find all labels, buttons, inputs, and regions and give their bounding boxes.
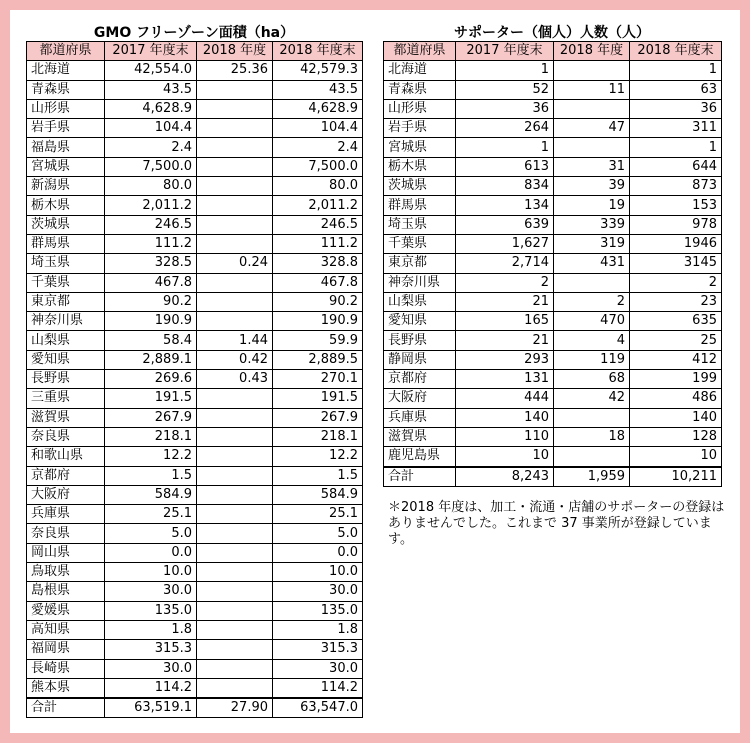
value-cell: 218.1 [105, 427, 197, 446]
prefecture-cell: 東京都 [27, 292, 105, 311]
value-cell [554, 99, 630, 118]
value-cell: 42,579.3 [273, 61, 363, 80]
table-row [27, 408, 363, 427]
value-cell: 104.4 [273, 119, 363, 138]
value-cell: 42 [554, 389, 630, 408]
table-row [384, 99, 722, 118]
column-header: 2017 年度末 [456, 42, 554, 61]
value-cell: 131 [456, 370, 554, 389]
value-cell: 43.5 [105, 80, 197, 99]
table-row [27, 350, 363, 369]
value-cell [554, 138, 630, 157]
prefecture-cell: 滋賀県 [27, 408, 105, 427]
value-cell: 11 [554, 80, 630, 99]
prefecture-cell: 島根県 [27, 582, 105, 601]
value-cell [197, 196, 273, 215]
value-cell: 10 [456, 447, 554, 467]
value-cell [197, 215, 273, 234]
value-cell: 834 [456, 177, 554, 196]
prefecture-cell: 奈良県 [27, 524, 105, 543]
value-cell: 58.4 [105, 331, 197, 350]
value-cell: 444 [456, 389, 554, 408]
value-cell: 4 [554, 331, 630, 350]
table-row [384, 138, 722, 157]
value-cell: 111.2 [105, 234, 197, 253]
value-cell [197, 99, 273, 118]
prefecture-cell: 熊本県 [27, 678, 105, 698]
prefecture-cell: 群馬県 [27, 234, 105, 253]
column-header: 2018 年度末 [273, 42, 363, 61]
value-cell [197, 601, 273, 620]
value-cell: 191.5 [273, 389, 363, 408]
prefecture-cell: 神奈川県 [27, 312, 105, 331]
value-cell: 467.8 [273, 273, 363, 292]
prefecture-cell: 合計 [27, 698, 105, 718]
value-cell: 2,714 [456, 254, 554, 273]
column-header: 2018 年度 [197, 42, 273, 61]
prefecture-cell: 新潟県 [27, 177, 105, 196]
table-row [27, 427, 363, 446]
prefecture-cell: 群馬県 [384, 196, 456, 215]
value-cell [197, 389, 273, 408]
table-row [27, 563, 363, 582]
value-cell [197, 524, 273, 543]
value-cell: 267.9 [105, 408, 197, 427]
table-row [27, 196, 363, 215]
total-row [384, 467, 722, 487]
value-cell: 30.0 [273, 659, 363, 678]
table-row [27, 524, 363, 543]
value-cell: 119 [554, 350, 630, 369]
value-cell: 191.5 [105, 389, 197, 408]
value-cell: 2,011.2 [105, 196, 197, 215]
value-cell: 10,211 [630, 467, 722, 487]
prefecture-cell: 愛媛県 [27, 601, 105, 620]
supporter-count-table [383, 41, 722, 487]
prefecture-cell: 青森県 [27, 80, 105, 99]
prefecture-cell: 岩手県 [384, 119, 456, 138]
right-table-title: サポーター（個人）人数（人） [454, 25, 650, 41]
prefecture-cell: 栃木県 [384, 157, 456, 176]
value-cell: 12.2 [105, 447, 197, 466]
value-cell: 635 [630, 312, 722, 331]
value-cell: 2.4 [273, 138, 363, 157]
value-cell: 293 [456, 350, 554, 369]
value-cell: 1,959 [554, 467, 630, 487]
table-row [27, 370, 363, 389]
prefecture-cell: 福岡県 [27, 640, 105, 659]
prefecture-cell: 大阪府 [27, 485, 105, 504]
value-cell: 1946 [630, 234, 722, 253]
table-row [384, 196, 722, 215]
prefecture-cell: 合計 [384, 467, 456, 487]
value-cell [197, 427, 273, 446]
value-cell: 7,500.0 [105, 157, 197, 176]
value-cell [197, 543, 273, 562]
table-row [384, 331, 722, 350]
value-cell: 104.4 [105, 119, 197, 138]
prefecture-cell: 神奈川県 [384, 273, 456, 292]
value-cell: 3145 [630, 254, 722, 273]
value-cell: 264 [456, 119, 554, 138]
value-cell: 2 [630, 273, 722, 292]
table-row [27, 177, 363, 196]
value-cell: 140 [630, 408, 722, 427]
value-cell: 2,889.1 [105, 350, 197, 369]
value-cell: 42,554.0 [105, 61, 197, 80]
value-cell: 2 [554, 292, 630, 311]
value-cell: 25.36 [197, 61, 273, 80]
prefecture-cell: 鹿児島県 [384, 447, 456, 467]
value-cell: 2,889.5 [273, 350, 363, 369]
total-row [27, 698, 363, 718]
value-cell: 19 [554, 196, 630, 215]
table-row [27, 582, 363, 601]
value-cell: 68 [554, 370, 630, 389]
value-cell: 90.2 [273, 292, 363, 311]
prefecture-cell: 大阪府 [384, 389, 456, 408]
value-cell [197, 563, 273, 582]
prefecture-cell: 奈良県 [27, 427, 105, 446]
value-cell: 165 [456, 312, 554, 331]
value-cell: 199 [630, 370, 722, 389]
value-cell [197, 292, 273, 311]
value-cell: 1.44 [197, 331, 273, 350]
table-row [27, 466, 363, 485]
value-cell: 25.1 [273, 505, 363, 524]
value-cell: 153 [630, 196, 722, 215]
value-cell: 63,547.0 [273, 698, 363, 718]
value-cell: 267.9 [273, 408, 363, 427]
value-cell: 43.5 [273, 80, 363, 99]
value-cell [197, 273, 273, 292]
value-cell: 0.0 [105, 543, 197, 562]
prefecture-cell: 宮城県 [27, 157, 105, 176]
value-cell: 467.8 [105, 273, 197, 292]
value-cell: 1 [630, 61, 722, 80]
table-row [384, 254, 722, 273]
value-cell: 218.1 [273, 427, 363, 446]
table-row [27, 254, 363, 273]
value-cell: 311 [630, 119, 722, 138]
value-cell: 246.5 [273, 215, 363, 234]
value-cell: 584.9 [105, 485, 197, 504]
prefecture-cell: 高知県 [27, 620, 105, 639]
value-cell [197, 177, 273, 196]
table-row [27, 80, 363, 99]
value-cell: 470 [554, 312, 630, 331]
column-header: 2017 年度末 [105, 42, 197, 61]
table-row [27, 138, 363, 157]
value-cell: 315.3 [273, 640, 363, 659]
value-cell: 21 [456, 292, 554, 311]
value-cell: 1,627 [456, 234, 554, 253]
table-row [27, 601, 363, 620]
value-cell: 10 [630, 447, 722, 467]
value-cell: 873 [630, 177, 722, 196]
table-row [384, 215, 722, 234]
table-header-row [27, 42, 363, 61]
value-cell [197, 659, 273, 678]
value-cell: 1.8 [105, 620, 197, 639]
value-cell: 10.0 [105, 563, 197, 582]
table-row [384, 350, 722, 369]
prefecture-cell: 茨城県 [384, 177, 456, 196]
value-cell [197, 620, 273, 639]
value-cell: 21 [456, 331, 554, 350]
value-cell: 134 [456, 196, 554, 215]
table-row [384, 292, 722, 311]
value-cell: 63 [630, 80, 722, 99]
prefecture-cell: 茨城県 [27, 215, 105, 234]
value-cell [554, 447, 630, 467]
table-row [27, 312, 363, 331]
table-row [384, 234, 722, 253]
prefecture-cell: 埼玉県 [384, 215, 456, 234]
value-cell: 246.5 [105, 215, 197, 234]
prefecture-cell: 北海道 [384, 61, 456, 80]
value-cell: 25 [630, 331, 722, 350]
value-cell: 2.4 [105, 138, 197, 157]
value-cell [197, 466, 273, 485]
value-cell: 644 [630, 157, 722, 176]
prefecture-cell: 長野県 [27, 370, 105, 389]
table-row [27, 543, 363, 562]
prefecture-cell: 静岡県 [384, 350, 456, 369]
table-row [27, 61, 363, 80]
prefecture-cell: 山形県 [27, 99, 105, 118]
value-cell: 1 [630, 138, 722, 157]
value-cell: 1.5 [105, 466, 197, 485]
table-row [27, 389, 363, 408]
prefecture-cell: 京都府 [27, 466, 105, 485]
prefecture-cell: 栃木県 [27, 196, 105, 215]
prefecture-cell: 長野県 [384, 331, 456, 350]
column-header: 都道府県 [27, 42, 105, 61]
table-row [384, 119, 722, 138]
prefecture-cell: 千葉県 [27, 273, 105, 292]
value-cell: 30.0 [273, 582, 363, 601]
value-cell: 114.2 [273, 678, 363, 698]
value-cell: 0.24 [197, 254, 273, 273]
prefecture-cell: 北海道 [27, 61, 105, 80]
value-cell [197, 447, 273, 466]
prefecture-cell: 宮城県 [384, 138, 456, 157]
value-cell: 339 [554, 215, 630, 234]
table-row [27, 119, 363, 138]
value-cell: 2,011.2 [273, 196, 363, 215]
value-cell: 270.1 [273, 370, 363, 389]
value-cell: 128 [630, 427, 722, 446]
prefecture-cell: 京都府 [384, 370, 456, 389]
prefecture-cell: 山梨県 [27, 331, 105, 350]
value-cell: 190.9 [105, 312, 197, 331]
value-cell: 328.8 [273, 254, 363, 273]
prefecture-cell: 山梨県 [384, 292, 456, 311]
value-cell [197, 312, 273, 331]
prefecture-cell: 愛知県 [27, 350, 105, 369]
table-row [27, 447, 363, 466]
value-cell: 0.0 [273, 543, 363, 562]
value-cell: 7,500.0 [273, 157, 363, 176]
value-cell: 5.0 [273, 524, 363, 543]
table-row [27, 292, 363, 311]
value-cell: 36 [456, 99, 554, 118]
table-row [27, 99, 363, 118]
value-cell [554, 408, 630, 427]
prefecture-cell: 兵庫県 [27, 505, 105, 524]
table-row [384, 408, 722, 427]
value-cell: 1.8 [273, 620, 363, 639]
prefecture-cell: 青森県 [384, 80, 456, 99]
value-cell [197, 678, 273, 698]
value-cell: 613 [456, 157, 554, 176]
value-cell [197, 80, 273, 99]
prefecture-cell: 和歌山県 [27, 447, 105, 466]
left-table-title: GMO フリーゾーン面積（ha） [93, 25, 295, 41]
value-cell [197, 505, 273, 524]
prefecture-cell: 山形県 [384, 99, 456, 118]
value-cell [197, 640, 273, 659]
table-row [27, 678, 363, 698]
prefecture-cell: 愛知県 [384, 312, 456, 331]
table-row [27, 640, 363, 659]
prefecture-cell: 千葉県 [384, 234, 456, 253]
prefecture-cell: 福島県 [27, 138, 105, 157]
table-row [384, 80, 722, 99]
value-cell: 135.0 [273, 601, 363, 620]
value-cell [197, 582, 273, 601]
table-row [27, 505, 363, 524]
value-cell: 4,628.9 [105, 99, 197, 118]
prefecture-cell: 鳥取県 [27, 563, 105, 582]
value-cell: 59.9 [273, 331, 363, 350]
value-cell: 30.0 [105, 659, 197, 678]
value-cell [197, 157, 273, 176]
value-cell [197, 138, 273, 157]
value-cell: 1.5 [273, 466, 363, 485]
value-cell: 584.9 [273, 485, 363, 504]
value-cell: 315.3 [105, 640, 197, 659]
value-cell: 63,519.1 [105, 698, 197, 718]
value-cell: 47 [554, 119, 630, 138]
column-header: 2018 年度末 [630, 42, 722, 61]
column-header: 2018 年度 [554, 42, 630, 61]
value-cell: 10.0 [273, 563, 363, 582]
table-row [384, 157, 722, 176]
value-cell: 140 [456, 408, 554, 427]
value-cell: 1 [456, 138, 554, 157]
value-cell: 31 [554, 157, 630, 176]
table-header-row [384, 42, 722, 61]
value-cell [197, 485, 273, 504]
table-row [384, 389, 722, 408]
table-row [384, 447, 722, 467]
value-cell: 412 [630, 350, 722, 369]
value-cell: 639 [456, 215, 554, 234]
value-cell: 30.0 [105, 582, 197, 601]
value-cell: 319 [554, 234, 630, 253]
value-cell: 135.0 [105, 601, 197, 620]
prefecture-cell: 長崎県 [27, 659, 105, 678]
value-cell: 90.2 [105, 292, 197, 311]
value-cell: 431 [554, 254, 630, 273]
table-row [27, 273, 363, 292]
table-row [384, 312, 722, 331]
value-cell: 0.43 [197, 370, 273, 389]
prefecture-cell: 岩手県 [27, 119, 105, 138]
value-cell: 1 [456, 61, 554, 80]
value-cell: 80.0 [105, 177, 197, 196]
value-cell: 52 [456, 80, 554, 99]
value-cell [554, 273, 630, 292]
table-row [27, 157, 363, 176]
value-cell: 190.9 [273, 312, 363, 331]
value-cell: 110 [456, 427, 554, 446]
prefecture-cell: 東京都 [384, 254, 456, 273]
value-cell: 2 [456, 273, 554, 292]
value-cell: 486 [630, 389, 722, 408]
column-header: 都道府県 [384, 42, 456, 61]
value-cell: 18 [554, 427, 630, 446]
prefecture-cell: 岡山県 [27, 543, 105, 562]
table-row [27, 659, 363, 678]
prefecture-cell: 埼玉県 [27, 254, 105, 273]
value-cell: 39 [554, 177, 630, 196]
value-cell: 12.2 [273, 447, 363, 466]
value-cell [554, 61, 630, 80]
table-row [27, 331, 363, 350]
table-row [27, 234, 363, 253]
value-cell: 114.2 [105, 678, 197, 698]
value-cell: 25.1 [105, 505, 197, 524]
prefecture-cell: 滋賀県 [384, 427, 456, 446]
table-row [27, 620, 363, 639]
table-row [384, 370, 722, 389]
value-cell: 80.0 [273, 177, 363, 196]
table-row [384, 177, 722, 196]
value-cell: 328.5 [105, 254, 197, 273]
value-cell: 0.42 [197, 350, 273, 369]
value-cell: 269.6 [105, 370, 197, 389]
table-row [384, 61, 722, 80]
value-cell: 4,628.9 [273, 99, 363, 118]
gmo-free-zone-table [26, 41, 363, 718]
value-cell [197, 234, 273, 253]
footnote: ＊2018 年度は、加工・流通・店舗のサポーターの登録はありませんでした。これまで 37 事業所が登録しています。 [388, 500, 725, 547]
table-row [27, 215, 363, 234]
value-cell: 5.0 [105, 524, 197, 543]
table-row [27, 485, 363, 504]
value-cell: 8,243 [456, 467, 554, 487]
value-cell [197, 408, 273, 427]
value-cell: 27.90 [197, 698, 273, 718]
prefecture-cell: 兵庫県 [384, 408, 456, 427]
value-cell [197, 119, 273, 138]
value-cell: 111.2 [273, 234, 363, 253]
value-cell: 36 [630, 99, 722, 118]
table-row [384, 273, 722, 292]
table-row [384, 427, 722, 446]
value-cell: 23 [630, 292, 722, 311]
prefecture-cell: 三重県 [27, 389, 105, 408]
value-cell: 978 [630, 215, 722, 234]
